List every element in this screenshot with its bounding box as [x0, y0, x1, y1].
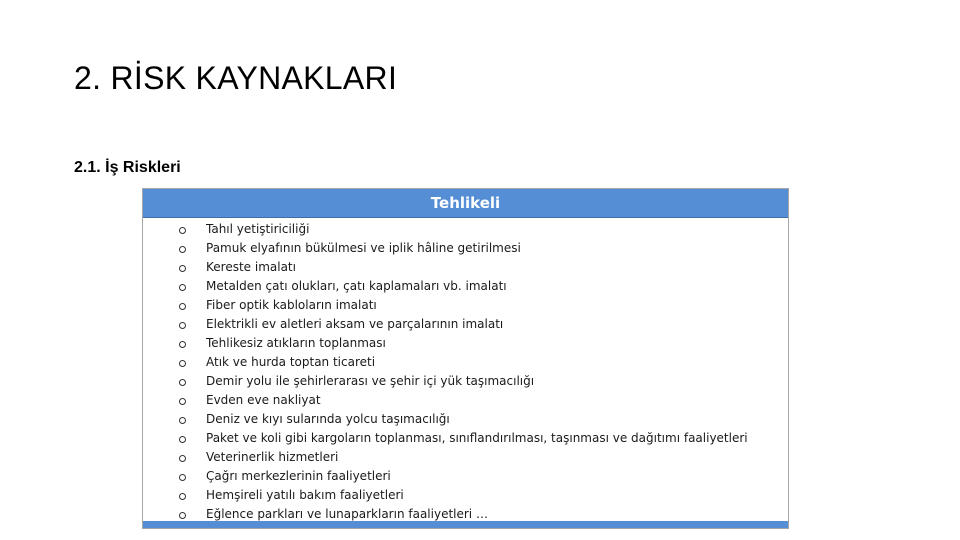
slide-title: 2. RİSK KAYNAKLARI — [74, 60, 398, 96]
list-item — [143, 486, 788, 505]
section-heading: 2.1. İş Riskleri — [74, 159, 181, 176]
list-item — [143, 448, 788, 467]
list-item — [143, 467, 788, 486]
list-item — [143, 258, 788, 277]
list-item-text: Çağrı merkezlerinin faaliyetleri — [206, 469, 391, 483]
hazard-table — [142, 188, 789, 529]
bullet-circle-icon — [179, 436, 186, 443]
list-item-text: Paket ve koli gibi kargoların toplanması, sınıflandırılması, taşınması ve dağıtımı faaliyetleri — [206, 431, 748, 445]
bullet-circle-icon — [179, 341, 186, 348]
list-item-text: Kereste imalatı — [206, 260, 296, 274]
list-item — [143, 429, 788, 448]
table-header: Tehlikeli — [143, 189, 788, 218]
table-footer-bar — [143, 521, 788, 528]
list-item-text: Pamuk elyafının bükülmesi ve iplik hâline getirilmesi — [206, 241, 521, 255]
list-item-text: Metalden çatı olukları, çatı kaplamaları vb. imalatı — [206, 279, 507, 293]
list-item — [143, 391, 788, 410]
list-item — [143, 296, 788, 315]
list-item-text: Eğlence parkları ve lunaparkların faaliyetleri … — [206, 507, 488, 521]
bullet-circle-icon — [179, 322, 186, 329]
list-item — [143, 277, 788, 296]
list-item-text: Tahıl yetiştiriciliği — [206, 222, 310, 236]
list-item — [143, 410, 788, 429]
bullet-circle-icon — [179, 303, 186, 310]
bullet-circle-icon — [179, 379, 186, 386]
list-item-text: Deniz ve kıyı sularında yolcu taşımacılığı — [206, 412, 450, 426]
list-item — [143, 372, 788, 391]
list-item-text: Fiber optik kabloların imalatı — [206, 298, 377, 312]
bullet-circle-icon — [179, 455, 186, 462]
list-item-text: Evden eve nakliyat — [206, 393, 321, 407]
list-item — [143, 239, 788, 258]
list-item-text: Elektrikli ev aletleri aksam ve parçalarının imalatı — [206, 317, 504, 331]
list-item — [143, 353, 788, 372]
bullet-circle-icon — [179, 398, 186, 405]
list-item — [143, 220, 788, 239]
hazard-list — [143, 218, 788, 522]
list-item-text: Demir yolu ile şehirlerarası ve şehir içi yük taşımacılığı — [206, 374, 535, 388]
bullet-circle-icon — [179, 265, 186, 272]
list-item-text: Hemşireli yatılı bakım faaliyetleri — [206, 488, 404, 502]
bullet-circle-icon — [179, 512, 186, 519]
list-item — [143, 505, 788, 522]
list-item-text: Atık ve hurda toptan ticareti — [206, 355, 376, 369]
list-item-text: Tehlikesiz atıkların toplanması — [206, 336, 386, 350]
bullet-circle-icon — [179, 474, 186, 481]
bullet-circle-icon — [179, 227, 186, 234]
bullet-circle-icon — [179, 284, 186, 291]
bullet-circle-icon — [179, 417, 186, 424]
list-item — [143, 315, 788, 334]
bullet-circle-icon — [179, 493, 186, 500]
bullet-circle-icon — [179, 360, 186, 367]
list-item-text: Veterinerlik hizmetleri — [206, 450, 339, 464]
bullet-circle-icon — [179, 246, 186, 253]
list-item — [143, 334, 788, 353]
